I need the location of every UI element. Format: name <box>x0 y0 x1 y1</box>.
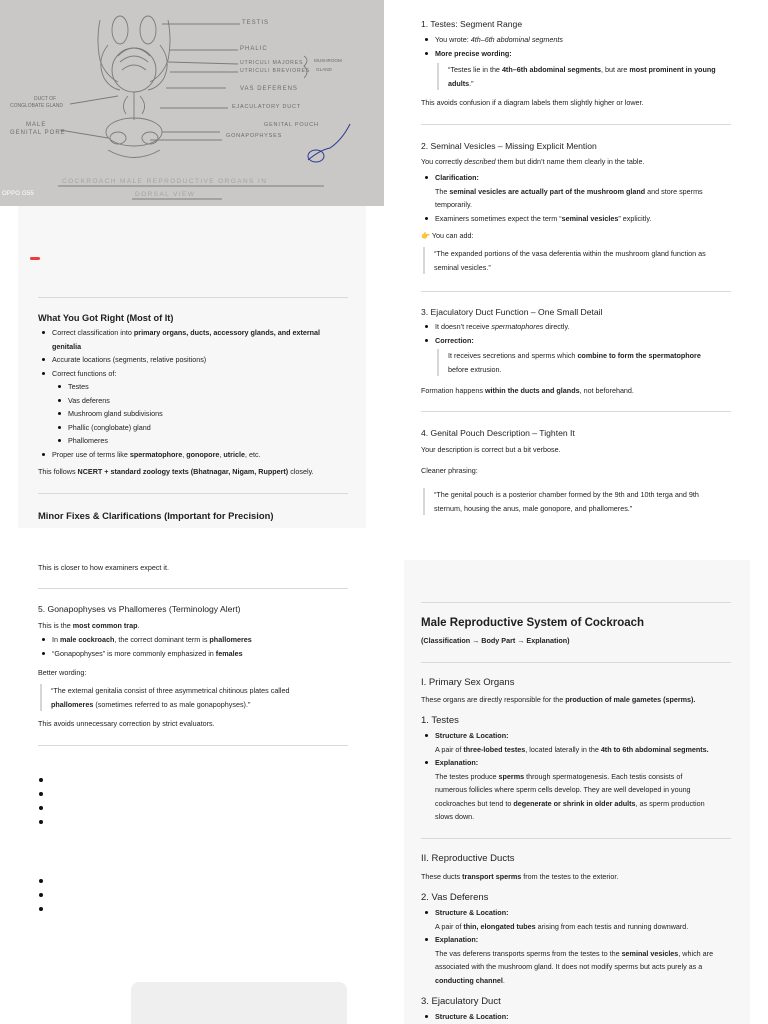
text-bold: male cockroach <box>60 635 115 644</box>
label-vas-deferens: VAS DEFERENS <box>240 86 298 92</box>
text-bold: seminal vesicles <box>561 213 619 223</box>
attachment-card[interactable] <box>131 982 347 1024</box>
list-item <box>421 729 746 756</box>
paragraph <box>421 870 618 884</box>
section-title-ejaculatory-duct: 3. Ejaculatory Duct Function – One Small Detail <box>421 307 603 317</box>
testes-range-list <box>421 33 741 60</box>
section-title-gonapophyses: 5. Gonapophyses vs Phallomeres (Terminology Alert) <box>38 604 241 614</box>
paragraph <box>38 619 139 633</box>
divider <box>421 662 731 663</box>
list-item <box>421 906 746 933</box>
text: slows down. <box>435 812 475 821</box>
section-title-primary-sex-organs: I. Primary Sex Organs <box>421 677 515 688</box>
text-bold: transport sperms <box>462 872 522 881</box>
text-bold: More precise wording: <box>435 48 512 58</box>
text: seminal vesicles.” <box>434 262 491 272</box>
section-title-genital-pouch: 4. Genital Pouch Description – Tighten It <box>421 428 575 438</box>
blockquote <box>437 349 737 376</box>
pointing-hand-icon: 👉 <box>421 231 430 240</box>
list-item <box>38 353 358 367</box>
text: Accurate locations (segments, relative positions) <box>52 355 207 364</box>
text: This is the <box>38 621 73 630</box>
text-bold: within the ducts and glands <box>484 386 580 395</box>
text-italic: described <box>464 157 496 166</box>
text-bold: females <box>215 648 243 658</box>
text: , not beforehand. <box>579 386 634 395</box>
doc-subtitle: (Classification → Body Part → Explanation) <box>421 636 570 645</box>
text-bold: most common trap <box>72 621 138 630</box>
bullet <box>39 792 43 796</box>
text: It receives secretions and sperms which <box>448 351 578 360</box>
paragraph <box>421 155 644 169</box>
list-item <box>421 756 746 824</box>
label-duct-conglobate: DUCT OF <box>34 96 57 102</box>
label-ejaculatory-duct: EJACULATORY DUCT <box>232 104 301 110</box>
list-item <box>421 47 741 61</box>
doc-title: Male Reproductive System of Cockroach <box>421 617 645 629</box>
divider <box>421 124 731 125</box>
divider <box>38 588 348 589</box>
follows-note <box>38 465 358 479</box>
list-item <box>421 334 741 348</box>
camera-watermark: OPPO G55 <box>2 191 34 197</box>
text: directly. <box>543 322 570 331</box>
text: through spermatogenesis. Each testis consists of <box>524 771 683 781</box>
list-item <box>38 326 358 353</box>
text-bold: Clarification: <box>435 173 479 182</box>
text: . <box>502 975 505 985</box>
diagram-caption-line2: DORSAL VIEW <box>135 191 196 198</box>
text: closely. <box>288 467 314 476</box>
list-item <box>421 320 741 334</box>
text-bold: utricle <box>223 449 245 459</box>
label-utricle-minor: UTRICULI BREVIORES <box>240 68 311 74</box>
blockquote <box>423 247 739 274</box>
list-item <box>421 933 746 987</box>
chat-panel-left-lower <box>18 540 366 960</box>
ejac-list <box>421 320 741 347</box>
uploaded-diagram-photo[interactable] <box>0 0 384 206</box>
divider <box>38 745 348 746</box>
text-bold: conducting channel <box>435 975 503 985</box>
text: associated with the mushroom gland. It does not modify sperms but acts purely as a <box>435 962 703 971</box>
label-mushroom: MUSHROOM <box>314 58 342 63</box>
text: , which are <box>678 948 714 958</box>
text: It doesn’t receive <box>435 322 492 331</box>
label-testis: TESTIS <box>242 20 270 26</box>
label-male: MALE <box>26 122 47 128</box>
testes-detail-list <box>421 729 746 824</box>
list-item <box>38 647 358 661</box>
text: numerous follicles where sperm cells develop. They are well developed in young <box>435 785 691 794</box>
text: , the correct dominant term is <box>114 635 210 644</box>
text-bold: Explanation: <box>435 758 479 767</box>
text: “The external genitalia consist of three asymmetrical chitinous plates called <box>51 686 290 695</box>
paragraph <box>421 384 634 398</box>
text: , <box>182 449 187 459</box>
avoid-note: This avoids unnecessary correction by strict evaluators. <box>38 719 215 728</box>
sub-list-item: Vas deferens <box>38 394 358 408</box>
label-genital-pouch: GENITAL POUCH <box>264 122 319 128</box>
sub-list-item: Testes <box>38 380 358 394</box>
text: and store sperms <box>645 186 703 196</box>
text-bold: gonopore <box>186 449 220 459</box>
text-bold: sperms <box>498 771 525 781</box>
text-bold: seminal vesicles <box>621 948 679 958</box>
paragraph <box>421 693 695 707</box>
bullet <box>39 820 43 824</box>
paragraph: Cleaner phrasing: <box>421 466 478 475</box>
label-gland: GLAND <box>316 67 332 72</box>
text-bold: NCERT + standard zoology texts (Bhatnagar, Nigam, Ruppert) <box>77 467 289 476</box>
text: You wrote: <box>435 35 471 44</box>
text-bold: most prominent in young <box>629 65 716 74</box>
text: before extrusion. <box>448 364 502 374</box>
text-bold: phallomeres <box>209 635 252 644</box>
divider <box>38 297 348 298</box>
text-bold: combine to form the spermatophore <box>577 351 701 360</box>
text-bold: 4th–6th abdominal segments <box>501 65 601 74</box>
list-item <box>38 633 358 647</box>
text: ” explicitly. <box>618 213 652 223</box>
text: “The expanded portions of the vasa deferentia within the mushroom gland function as <box>434 249 706 258</box>
section-title-testes-range: 1. Testes: Segment Range <box>421 19 523 29</box>
text: A pair of <box>435 921 464 931</box>
text: “Gonapophyses” is more commonly emphasized in <box>52 648 216 658</box>
label-genital-pore: GENITAL PORE <box>10 130 66 136</box>
blockquote <box>423 488 739 515</box>
list-item <box>421 212 741 226</box>
section-title-got-right: What You Got Right (Most of It) <box>38 313 174 323</box>
text: , as sperm production <box>635 798 705 808</box>
text-bold: seminal vesicles are actually part of the mushroom gland <box>449 186 646 196</box>
section-title-minor-fixes: Minor Fixes & Clarifications (Important for Precision) <box>38 510 274 521</box>
bullet <box>39 907 43 911</box>
text: The <box>435 186 450 196</box>
text-bold: spermatophore <box>129 449 183 459</box>
label-conglobate-gland: CONGLOBATE GLAND <box>10 103 63 109</box>
sub-list-item: Phallomeres <box>38 434 358 448</box>
text: (sometimes referred to as male gonapophyses).” <box>93 699 251 709</box>
seminal-list <box>421 171 741 225</box>
text-bold: thin, elongated tubes <box>463 921 536 931</box>
text-bold: Structure & Location: <box>435 1012 509 1021</box>
text: temporarily. <box>435 200 473 209</box>
section-title-reproductive-ducts: II. Reproductive Ducts <box>421 853 515 864</box>
section-title-seminal-vesicles: 2. Seminal Vesicles – Missing Explicit Mention <box>421 141 597 151</box>
text: You correctly <box>421 157 465 166</box>
section-title-vas-deferens: 2. Vas Deferens <box>421 892 489 903</box>
text-bold: 4th to 6th abdominal segments. <box>600 744 709 754</box>
bullet <box>39 893 43 897</box>
ejac-detail-list <box>421 1010 746 1024</box>
divider <box>38 493 348 494</box>
divider <box>421 291 731 292</box>
text-italic: 4th–6th abdominal segments <box>470 35 564 44</box>
text: “Testes lie in the <box>448 65 502 74</box>
text: The vas deferens transports sperms from the testes to the <box>435 948 622 958</box>
text-italic: spermatophores <box>491 322 544 331</box>
sub-list-item: Phallic (conglobate) gland <box>38 421 358 435</box>
text: Proper use of terms like <box>52 449 130 459</box>
text: , but are <box>601 65 630 74</box>
add-note <box>421 229 474 243</box>
text: A pair of <box>435 744 464 754</box>
paragraph: Your description is correct but a bit verbose. <box>421 445 561 454</box>
text: sternum, housing the anus, male gonopore, and phallomeres.” <box>434 503 633 513</box>
diagram-caption-line1: COCKROACH MALE REPRODUCTIVE ORGANS IN <box>62 178 268 185</box>
text: Correct functions of: <box>52 368 117 378</box>
list-item <box>38 448 358 462</box>
text-bold: genitalia <box>52 341 82 351</box>
text: In <box>52 635 60 644</box>
text-bold: degenerate or shrink in older adults <box>513 798 636 808</box>
text-bold: phallomeres <box>51 699 94 709</box>
text: . <box>137 621 140 630</box>
text: , <box>219 449 224 459</box>
blockquote <box>40 684 356 711</box>
empty-bullets-2 <box>39 879 43 921</box>
text-bold: Structure & Location: <box>435 731 509 740</box>
bullet <box>39 778 43 782</box>
text: This follows <box>38 467 78 476</box>
text-bold: three-lobed testes <box>463 744 526 754</box>
text: These organs are directly responsible for the <box>421 695 566 704</box>
divider <box>421 602 731 603</box>
text: Formation happens <box>421 386 485 395</box>
vas-detail-list <box>421 906 746 987</box>
sub-list-item: Mushroom gland subdivisions <box>38 407 358 421</box>
text: Examiners sometimes expect the term “ <box>435 213 562 223</box>
text-bold: adults <box>448 78 470 88</box>
section-title-ejaculatory-duct-doc: 3. Ejaculatory Duct <box>421 996 501 1007</box>
text-bold: Correction: <box>435 335 474 345</box>
label-phallic: PHALIC <box>240 46 268 52</box>
section-title-testes: 1. Testes <box>421 715 459 726</box>
text: .” <box>469 78 474 88</box>
better-wording-label: Better wording: <box>38 668 87 677</box>
got-right-list <box>38 326 358 461</box>
text: arising from each testis and running downward. <box>535 921 689 931</box>
empty-bullets-1 <box>39 778 43 834</box>
text: cockroaches but tend to <box>435 798 514 808</box>
text: , etc. <box>244 449 261 459</box>
text: The testes produce <box>435 771 499 781</box>
gona-list <box>38 633 358 660</box>
closer-note: This is closer to how examiners expect it. <box>38 563 170 572</box>
bullet <box>39 879 43 883</box>
text: Correct classification into <box>52 328 134 337</box>
text-bold: Explanation: <box>435 935 479 944</box>
text: These ducts <box>421 872 463 881</box>
list-item <box>421 33 741 47</box>
label-gonapophyses: GONAPOPHYSES <box>226 133 283 139</box>
blockquote <box>437 63 737 90</box>
label-utricle-major: UTRICULI MAJORES <box>240 60 304 66</box>
red-marker <box>30 257 40 260</box>
text-bold: Structure & Location: <box>435 908 509 917</box>
text: them but didn’t name them clearly in the table. <box>495 157 645 166</box>
text: “The genital pouch is a posterior chamber formed by the 9th and 10th terga and 9th <box>434 490 699 499</box>
text: You can add: <box>431 231 474 240</box>
divider <box>421 411 731 412</box>
divider <box>421 838 731 839</box>
text-bold: production of male gametes (sperms). <box>565 695 696 704</box>
list-item <box>421 171 741 212</box>
text-bold: primary organs, ducts, accessory glands, and external <box>133 328 321 337</box>
list-item <box>421 1010 746 1024</box>
bullet <box>39 806 43 810</box>
list-item <box>38 367 358 381</box>
paragraph: This avoids confusion if a diagram labels them slightly higher or lower. <box>421 98 644 107</box>
text: , located laterally in the <box>525 744 601 754</box>
text: from the testes to the exterior. <box>521 872 619 881</box>
